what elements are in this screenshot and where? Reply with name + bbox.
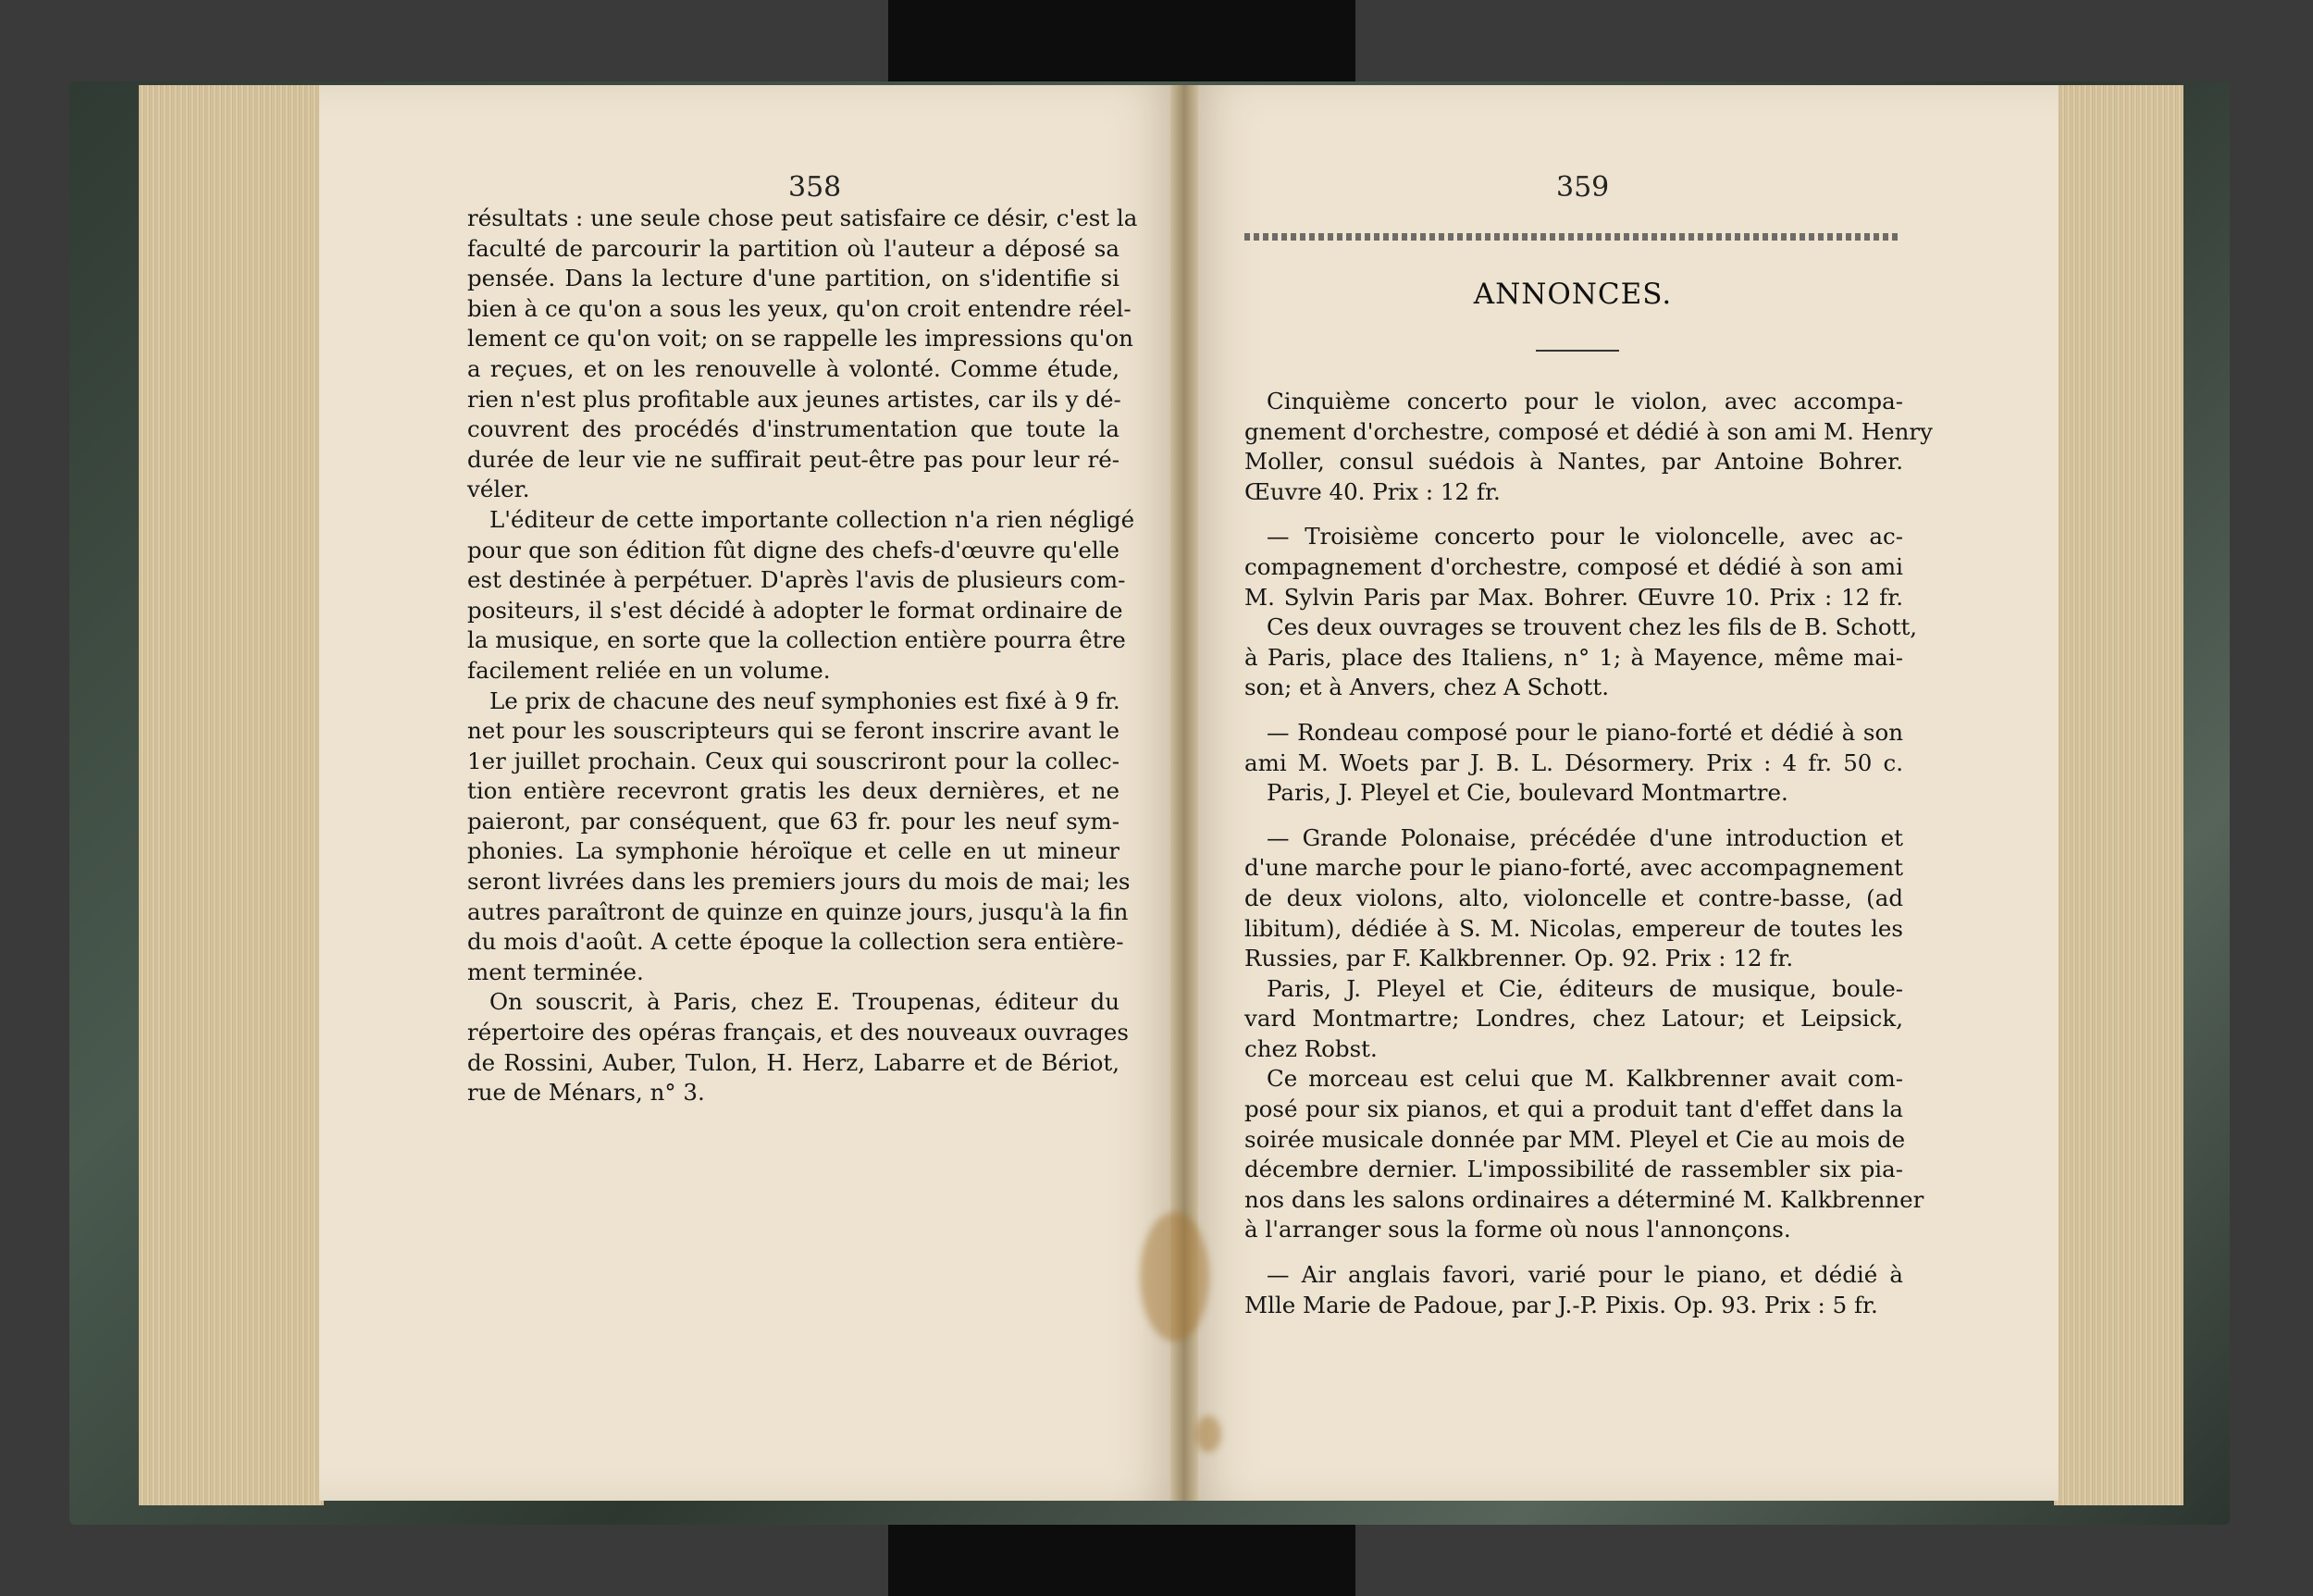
- text-line: tion entière recevront gratis les deux dernières, et ne: [467, 777, 1119, 805]
- text-line: durée de leur vie ne suffirait peut-être pas pour leur ré-: [467, 445, 1119, 473]
- text-line: couvrent des procédés d'instrumentation que toute la: [467, 415, 1119, 443]
- text-line: Ces deux ouvrages se trouvent chez les fils de B. Schott,: [1267, 613, 1918, 641]
- text-line: Cinquième concerto pour le violon, avec accompa-: [1267, 388, 1903, 414]
- section-title: ANNONCES.: [1473, 278, 1673, 311]
- text-line: ami M. Woets par J. B. L. Désormery. Prix : 4 fr. 50 c.: [1244, 749, 1903, 776]
- title-underline: [1536, 350, 1619, 352]
- text-line: Paris, J. Pleyel et Cie, éditeurs de musique, boule-: [1267, 974, 1903, 1002]
- text-line: net pour les souscripteurs qui se feront inscrire avant le: [467, 717, 1119, 745]
- text-line: répertoire des opéras français, et des nouveaux ouvrages: [467, 1019, 1129, 1046]
- text-line: nos dans les salons ordinaires a déterminé M. Kalkbrenner: [1244, 1185, 1924, 1213]
- text-line: gnement d'orchestre, composé et dédié à son ami M. Henry: [1244, 417, 1933, 445]
- page-edges-left: [139, 85, 324, 1505]
- text-line: d'une marche pour le piano-forté, avec accompagnement: [1244, 854, 1903, 882]
- foxing-stain: [1140, 1212, 1209, 1342]
- text-line: positeurs, il s'est décidé à adopter le format ordinaire de: [467, 596, 1123, 624]
- right-page-number: 359: [1556, 171, 1610, 204]
- text-line: facilement reliée en un volume.: [467, 656, 831, 684]
- text-line: soirée musicale donnée par MM. Pleyel et Cie au mois de: [1244, 1125, 1906, 1153]
- header-wavy-rule: [1244, 233, 1901, 241]
- text-line: Moller, consul suédois à Nantes, par Antoine Bohrer.: [1244, 448, 1903, 476]
- text-line: phonies. La symphonie héroïque et celle en ut mineur: [467, 837, 1119, 865]
- text-line: son; et à Anvers, chez A Schott.: [1244, 674, 1610, 701]
- text-line: pensée. Dans la lecture d'une partition, on s'identifie si: [467, 265, 1119, 292]
- text-line: faculté de parcourir la partition où l'auteur a déposé sa: [467, 234, 1119, 262]
- text-line: compagnement d'orchestre, composé et dédié à son ami: [1244, 552, 1903, 580]
- text-line: rien n'est plus profitable aux jeunes artistes, car ils y dé-: [467, 385, 1121, 413]
- text-line: 1er juillet prochain. Ceux qui souscriront pour la collec-: [467, 747, 1119, 774]
- text-line: Le prix de chacune des neuf symphonies est fixé à 9 fr.: [489, 687, 1120, 714]
- text-line: Russies, par F. Kalkbrenner. Op. 92. Prix : 12 fr.: [1244, 945, 1794, 972]
- text-line: à Paris, place des Italiens, n° 1; à Mayence, même mai-: [1244, 643, 1903, 671]
- left-page-text: [467, 204, 1138, 1108]
- text-line: — Troisième concerto pour le violoncelle, avec ac-: [1267, 523, 1903, 551]
- text-line: résultats : une seule chose peut satisfaire ce désir, c'est la: [467, 204, 1138, 231]
- text-line: bien à ce qu'on a sous les yeux, qu'on croit entendre réel-: [467, 294, 1132, 322]
- left-page-number: 358: [788, 171, 842, 204]
- text-line: a reçues, et on les renouvelle à volonté. Comme étude,: [467, 354, 1119, 382]
- text-line: rue de Ménars, n° 3.: [467, 1079, 705, 1107]
- text-line: de Rossini, Auber, Tulon, H. Herz, Labarre et de Bériot,: [467, 1048, 1119, 1076]
- text-line: On souscrit, à Paris, chez E. Troupenas, éditeur du: [489, 988, 1119, 1016]
- text-line: M. Sylvin Paris par Max. Bohrer. Œuvre 10. Prix : 12 fr.: [1244, 583, 1903, 611]
- text-line: — Rondeau composé pour le piano-forté et dédié à son: [1267, 718, 1903, 746]
- text-line: L'éditeur de cette importante collection n'a rien négligé: [489, 505, 1135, 533]
- text-line: libitum), dédiée à S. M. Nicolas, empereur de toutes les: [1244, 914, 1903, 942]
- text-line: Paris, J. Pleyel et Cie, boulevard Montmartre.: [1267, 779, 1788, 807]
- text-line: ment terminée.: [467, 958, 644, 985]
- text-line: autres paraîtront de quinze en quinze jours, jusqu'à la fin: [467, 897, 1129, 925]
- text-line: du mois d'août. A cette époque la collection sera entière-: [467, 928, 1124, 956]
- foxing-stain-small: [1195, 1416, 1221, 1453]
- page-edges-right: [2054, 85, 2183, 1505]
- text-line: véler.: [467, 476, 530, 503]
- text-line: chez Robst.: [1244, 1034, 1378, 1062]
- right-page-text: [1244, 387, 1933, 1320]
- text-line: — Grande Polonaise, précédée d'une introduction et: [1267, 823, 1903, 851]
- text-line: Ce morceau est celui que M. Kalkbrenner avait com-: [1267, 1065, 1903, 1093]
- text-line: la musique, en sorte que la collection entière pourra être: [467, 626, 1126, 654]
- text-line: à l'arranger sous la forme où nous l'annonçons.: [1244, 1216, 1791, 1243]
- text-line: pour que son édition fût digne des chefs-d'œuvre qu'elle: [467, 536, 1119, 563]
- text-line: paieront, par conséquent, que 63 fr. pour les neuf sym-: [467, 807, 1119, 835]
- text-line: est destinée à perpétuer. D'après l'avis de plusieurs com-: [467, 566, 1126, 594]
- text-line: seront livrées dans les premiers jours du mois de mai; les: [467, 868, 1131, 896]
- text-line: lement ce qu'on voit; on se rappelle les impressions qu'on: [467, 325, 1133, 353]
- text-line: décembre dernier. L'impossibilité de rassembler six pia-: [1244, 1156, 1903, 1183]
- text-line: posé pour six pianos, et qui a produit tant d'effet dans la: [1244, 1095, 1903, 1123]
- text-line: Mlle Marie de Padoue, par J.-P. Pixis. Op. 93. Prix : 5 fr.: [1244, 1291, 1878, 1318]
- text-line: — Air anglais favori, varié pour le piano, et dédié à: [1267, 1261, 1903, 1289]
- text-line: de deux violons, alto, violoncelle et contre-basse, (ad: [1244, 884, 1903, 911]
- text-line: vard Montmartre; Londres, chez Latour; et Leipsick,: [1244, 1005, 1903, 1033]
- text-line: Œuvre 40. Prix : 12 fr.: [1244, 477, 1501, 505]
